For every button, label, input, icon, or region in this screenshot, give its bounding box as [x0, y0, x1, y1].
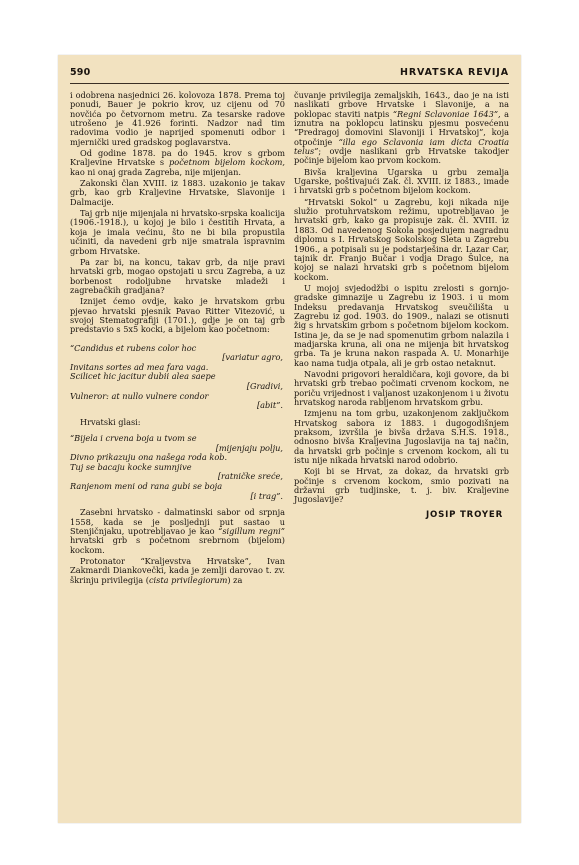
author-signature: JOSIP TROYER	[426, 509, 503, 520]
page-header	[70, 67, 509, 81]
croatian-verse	[70, 434, 285, 501]
paragraph: Pa zar bi, na koncu, takav grb, da nije pravi hrvatski grb, mogao opstojati u srcu Zagreba, a uz borbenost rodoljubne hrvatske mladeži i zagrebačkih gradjana?	[70, 256, 285, 295]
paragraph: Izmjenu na tom grbu, uzakonjenom zaključkom Hrvatskog sabora iz 1883. i dugogodišnjem praksom, izvršila je bivša država S.H.S. 1918., odnosno bivša Kraljevina Jugoslavija na taj način, da hrvatski grb počinje s crvenom kockom, ali tu istu nije nikada hrvatski narod odobrio.	[294, 408, 509, 466]
paragraph: “Hrvatski Sokol” u Zagrebu, koji nikada nije služio protuhrvatskom režimu, upotrebljavao je hrvatski grb, kako ga propisuje zak. čl. XVIII. iz 1883. Od navedenog Sokola posjedujem nagradnu diplomu s I. Hrvatskog Sokolskog Sleta u Zagrebu 1906., a potpisali su je podstarješina dr. Lazar Car, tajnik dr. Franjo Bučar i vodja Drago Šulce, na kojoj se nalazi hrvatski grb s početnom bijelom kockom.	[294, 196, 509, 282]
paragraph: Protonator “Kraljevstva Hrvatske”, Ivan Zakmardi Diankovečki, kada je zemlji darovao t. zv. škrinju privilegija (cista privilegiorum) za	[70, 555, 285, 585]
journal-title: HRVATSKA REVIJA	[399, 67, 509, 78]
verse-line: Vulneror: at nullo vulnere condor	[70, 390, 209, 401]
verse-line: [mijenjaju polju,	[215, 442, 283, 453]
paragraph: Zasebni hrvatsko - dalmatinski sabor od srpnja 1558, kada se je posljednji put sastao u Stenjičnjaku, upotrebljavao je kao “sigillum regni” hrvatski grb s početnom srebrnom (bijelom) kockom.	[70, 507, 285, 555]
paragraph: Od godine 1878. pa do 1945. krov s grbom Kraljevine Hrvatske s početnom bijelom kockom, kao ni onaj grada Zagreba, nije mijenjan.	[70, 148, 285, 177]
croatian-label: Hrvatski glasi:	[80, 416, 141, 427]
verse-line: [variatur agro,	[222, 352, 283, 363]
paragraph: čuvanje privilegija zemaljskih, 1643., dao je na isti naslikati grbove Hrvatske i Slavonije, a na poklopac staviti natpis “Regni Sclavoniae 1643”, a iznutra na poklopcu latinsku pjesmu posvećenu “Predragoj domovini Slavoniji i Hrvatskoj”, koja otpočinje “illa ego Sclavonia iam dicta Croatia telus”; ovdje naslikani grb Hrvatske takodjer počinje bijelom kao prvom kockom.	[294, 90, 509, 166]
verse-line: Tuj se bacaju kocke sumnjive	[70, 461, 192, 472]
header-rule	[70, 83, 509, 84]
paragraph: U mojoj svjedodžbi o ispitu zrelosti s gornjo-gradske gimnazije u Zagrebu iz 1903. i u mom Indeksu predavanja Hrvatskog sveučilišta u Zagrebu iz god. 1903. do 1909., nalazi se otisnuti žig s hrvatskim grbom s početnom bijelom kockom. Istina je, da se je nad spomenutim grbom nalazila i madjarska kruna, ali ona ne mijenja bit hrvatskog grba. Ta je kruna nakon raspada A. U. Monarhije kao nama tudja otpala, ali je grb ostao netaknut.	[294, 282, 509, 368]
verse-line: “Bijela i crvena boja u tvom se	[70, 433, 197, 444]
verse-line: Invitans sortes ad mea fara vaga.	[70, 361, 209, 372]
verse-line: Divno prikazuju ona našega roda kob.	[70, 452, 228, 463]
verse-line: Ranjenom meni od rana gubi se boja	[70, 481, 223, 492]
verse-line: [ratničke sreće,	[217, 471, 283, 482]
verse-line: [abit”.	[256, 400, 283, 411]
verse-line: Scilicet hic jacitur dubii alea saepe	[70, 371, 216, 382]
right-column	[294, 91, 509, 520]
verse-line: [Gradivi,	[246, 380, 283, 391]
paragraph: Bivša kraljevina Ugarska u grbu zemalja Ugarske, poštivajući Zak. čl. XVIII. iz 1883., imade i hrvatski grb s početnom bijelom kockom.	[294, 166, 509, 196]
paragraph: Navodni prigovori heraldičara, koji govore, da bi hrvatski grb trebao počimati crvenom kockom, ne poriču vrijednost i valjanost uzakonjenom i u životu hrvatskog naroda rabljenom hrvatskom grbu.	[294, 368, 509, 407]
left-column	[70, 91, 285, 587]
paragraph: Koji bi se Hrvat, za dokaz, da hrvatski grb počinje s crvenom kockom, smio pozivati na državni grb tudjinske, t. j. biv. Kraljevine Jugoslavije?	[294, 466, 509, 505]
journal-page	[58, 55, 521, 823]
verse-line: “Candidus et rubens color hoc	[70, 342, 197, 353]
verse-line: [i trag”.	[250, 490, 283, 501]
paragraph: Iznijet ćemo ovdje, kako je hrvatskom grbu pjevao hrvatski pjesnik Pavao Ritter Vitezović, u svojoj Stematografiji (1701.), gdje je on taj grb predstavio s 5x5 kocki, a bijelom kao početnom:	[70, 296, 285, 335]
paragraph: Taj grb nije mijenjala ni hrvatsko-srpska koalicija (1906.-1918.), u kojoj je bilo i čestitih Hrvata, a koja je imala većinu, što ne bi bila propustila učiniti, da navedeni grb nije smatrala ispravnim grbom Hrvatske.	[70, 208, 285, 256]
latin-verse	[70, 344, 285, 411]
paragraph: i odobrena nasjednici 26. kolovoza 1878. Prema toj ponudi, Bauer je pokrio krov, uz cijenu od 70 novčića po četvornom metru. Za tesarske radove utrošeno je 41.926 forinti. Nadzor nad tim radovima vodio je naprijed spomenuti odbor i mjernički ured gradskog poglavarstva.	[70, 90, 285, 147]
page-number: 590	[70, 67, 91, 78]
paragraph: Zakonski član XVIII. iz 1883. uzakonio je takav grb, kao grb Kraljevine Hrvatske, Slavonije i Dalmacije.	[70, 178, 285, 207]
